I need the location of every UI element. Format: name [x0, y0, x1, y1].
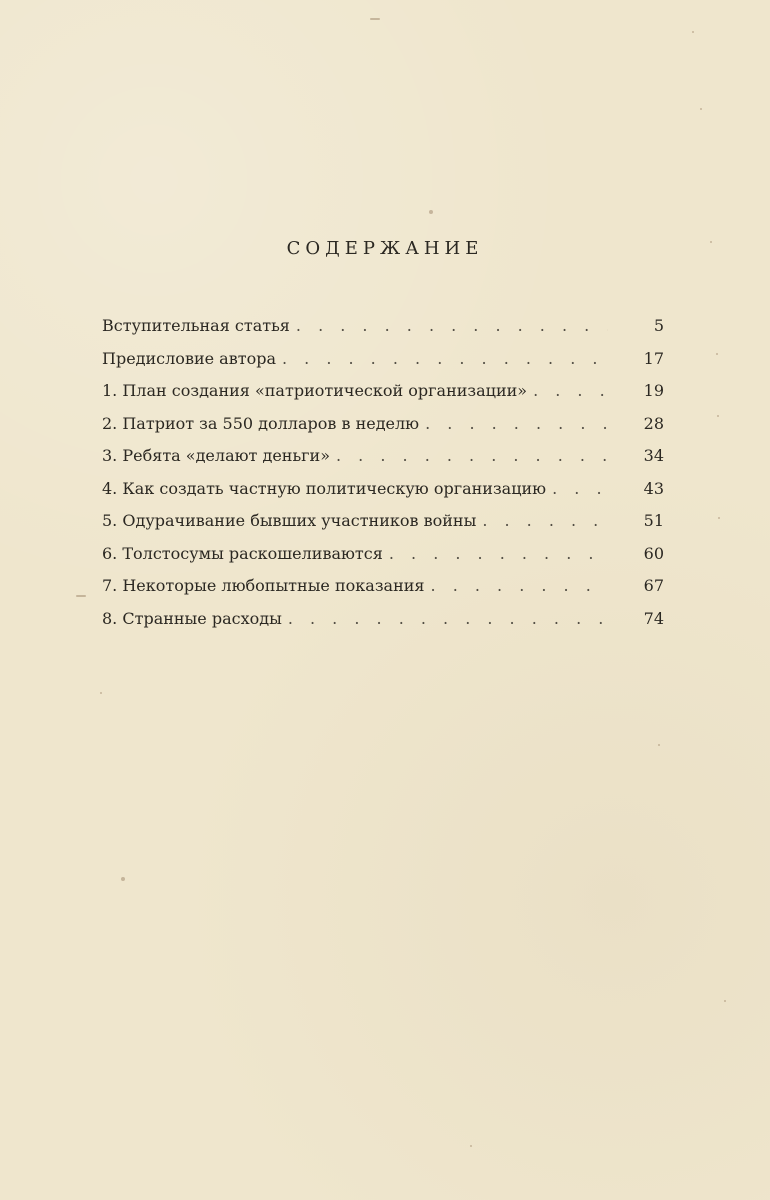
toc-entry-page: 74	[643, 608, 664, 628]
toc-entry-label: 5. Одурачивание бывших участников войны	[102, 511, 477, 530]
toc-entry	[102, 576, 664, 609]
paper-speck	[692, 31, 694, 33]
toc-entry-page: 51	[643, 511, 664, 530]
toc-entry	[102, 446, 664, 479]
toc-leader	[482, 511, 608, 531]
toc-entry-page: 43	[643, 478, 664, 498]
toc-leader	[288, 609, 608, 629]
paper-speck	[717, 415, 719, 417]
toc-leader	[389, 544, 608, 564]
toc-entry-page: 34	[643, 446, 664, 465]
toc-leader	[431, 576, 608, 596]
toc-entry	[102, 381, 664, 414]
toc-entry	[102, 609, 664, 642]
toc-entry-label: 2. Патриот за 550 долларов в неделю	[102, 413, 420, 433]
toc-entry-page: 28	[643, 413, 664, 433]
toc-entry	[102, 479, 664, 512]
paper-speck	[724, 1000, 726, 1002]
toc-leader	[296, 316, 608, 336]
toc-entry	[102, 511, 664, 544]
paper-speck	[100, 692, 102, 694]
toc-entry-label: 4. Как создать частную политическую организацию	[102, 478, 547, 498]
toc-entry-label: 7. Некоторые любопытные показания	[102, 576, 425, 595]
toc-entry-label: 6. Толстосумы раскошеливаются	[102, 543, 383, 563]
toc-entry	[102, 316, 664, 349]
toc-entry-page: 5	[653, 316, 664, 335]
paper-speck	[658, 744, 660, 746]
toc-entry-label: 8. Странные расходы	[102, 608, 282, 628]
toc-entry-label: Предисловие автора	[102, 348, 276, 368]
paper-speck	[121, 877, 125, 881]
paper-speck	[370, 18, 380, 20]
toc-entry-label: 1. План создания «патриотической организации»	[102, 381, 528, 400]
paper-speck	[716, 353, 718, 355]
page-title: СОДЕРЖАНИЕ	[286, 238, 484, 259]
toc-entry	[102, 544, 664, 577]
toc-entry-page: 17	[643, 348, 664, 368]
toc-entry	[102, 349, 664, 382]
table-of-contents	[102, 316, 664, 641]
toc-entry-label: 3. Ребята «делают деньги»	[102, 446, 330, 465]
paper-speck	[76, 595, 86, 597]
paper-speck	[429, 210, 433, 214]
toc-leader	[552, 479, 608, 499]
toc-leader	[336, 446, 608, 466]
toc-entry	[102, 414, 664, 447]
paper-speck	[470, 1145, 472, 1147]
paper-speck	[700, 108, 702, 110]
toc-entry-page: 67	[643, 576, 664, 595]
toc-leader	[282, 349, 608, 369]
toc-leader	[425, 414, 608, 434]
paper-speck	[718, 517, 720, 519]
toc-entry-page: 60	[643, 543, 664, 563]
toc-entry-page: 19	[643, 381, 664, 400]
toc-entry-label: Вступительная статья	[102, 316, 290, 335]
toc-leader	[533, 381, 608, 401]
